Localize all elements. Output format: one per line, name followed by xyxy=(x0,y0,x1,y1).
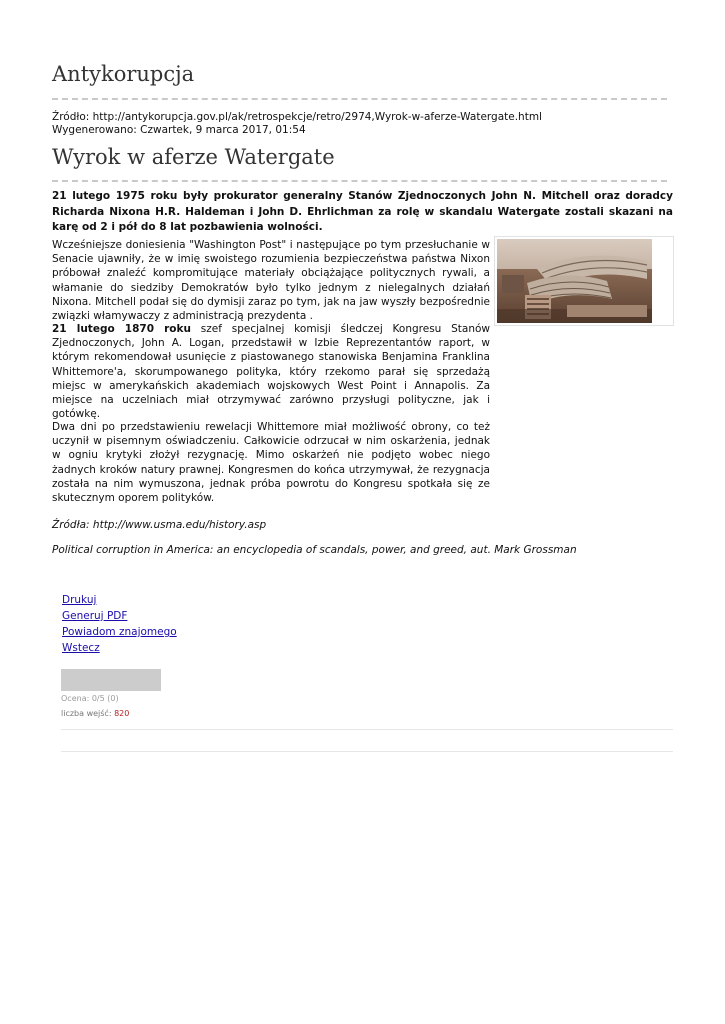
visit-label: liczba wejść: xyxy=(61,709,112,718)
site-title: Antykorupcja xyxy=(52,62,195,86)
visit-counter xyxy=(61,709,129,718)
dashed-divider xyxy=(52,180,667,182)
back-link[interactable]: Wstecz xyxy=(62,642,100,654)
action-links xyxy=(62,592,177,656)
article-title: Wyrok w aferze Watergate xyxy=(52,145,335,169)
footer-divider xyxy=(61,751,673,752)
paragraph-date-bold: 21 lutego 1870 roku xyxy=(52,323,191,335)
paragraph-text: szef specjalnej komisji śledczej Kongresu Stanów Zjednoczonych, John A. Logan, przedstawił w Izbie Reprezentantów raport, w którym rekomendował usunięcie z piastowanego stanowiska Benjamina Franklina Whittemore'a, skorumpowanego polityka, który rzekomo parał się sprzedażą miejsc w amerykańskich akademiach wojskowych West Point i Annapolis. Za miejsce na uczelniach miał otrzymywać zarówno przysługi polityczne, jak i gotówkę. xyxy=(52,323,490,421)
article-paragraph xyxy=(52,322,490,421)
article-photo xyxy=(494,236,674,326)
source-reference: Political corruption in America: an encyclopedia of scandals, power, and greed, aut. Mark Grossman xyxy=(52,544,577,556)
notify-friend-link[interactable]: Powiadom znajomego xyxy=(62,626,177,638)
generated-date-line: Wygenerowano: Czwartek, 9 marca 2017, 01:54 xyxy=(52,124,306,136)
article-paragraph: Dwa dni po przedstawieniu rewelacji Whittemore miał możliwość obrony, co też uczynił w pisemnym oświadczeniu. Całkowicie odrzucał w nim oskarżenia, jednak w ogniu krytyki złożył rezygnację. Mimo oskarżeń nie podjęto wobec niego żadnych kroków natury prawnej. Kongresmen do końca utrzymywał, że rezygnacja została na nim wymuszona, jednak próba powrotu do Kongresu spotkała się ze skutecznym oporem polityków. xyxy=(52,421,490,505)
rating-text: Ocena: 0/5 (0) xyxy=(61,694,119,703)
footer-divider xyxy=(61,729,673,730)
building-aerial-photo xyxy=(497,239,652,323)
dashed-divider xyxy=(52,98,667,100)
source-reference: Źródła: http://www.usma.edu/history.asp xyxy=(52,519,267,531)
article-lead: 21 lutego 1975 roku były prokurator generalny Stanów Zjednoczonych John N. Mitchell oraz doradcy Richarda Nixona H.R. Haldeman i John D. Ehrlichman za rolę w skandalu Watergate zostali skazani na karę od 2 i pół do 8 lat pozbawienia wolności. xyxy=(52,190,673,233)
print-link[interactable]: Drukuj xyxy=(62,594,97,606)
rating-widget[interactable] xyxy=(61,669,161,691)
article-paragraph: Wcześniejsze doniesienia "Washington Post" i następujące po tym przesłuchanie w Senacie ujawniły, że w imię swoistego rozumienia bezpieczeństwa państwa Nixon próbował znaleźć kompromitujące materiały obciążające politycznych rywali, a włamanie do siedziby Demokratów było tylko jednym z nielegalnych działań Nixona. Mitchell podał się do dymisji zaraz po tym, jak na jaw wyszły bezpośrednie związki włamywaczy z administracją prezydenta . xyxy=(52,239,490,323)
generate-pdf-link[interactable]: Generuj PDF xyxy=(62,610,128,622)
source-url-line: Źródło: http://antykorupcja.gov.pl/ak/retrospekcje/retro/2974,Wyrok-w-aferze-Watergate.html xyxy=(52,111,542,123)
visit-count: 820 xyxy=(114,709,130,718)
